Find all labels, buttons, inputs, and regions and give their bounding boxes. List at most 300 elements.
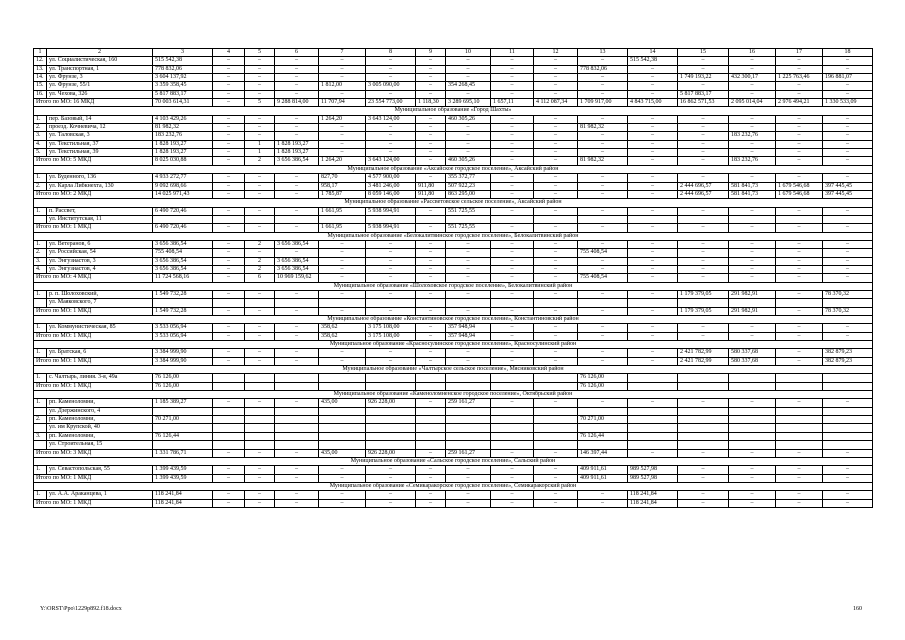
table-cell: 358,62 [319,324,366,332]
table-cell: – [275,74,319,82]
table-cell: – [416,491,446,499]
table-cell: – [416,124,446,132]
table-cell: 1 828 193,27 [275,149,319,157]
total-cell: – [213,157,245,165]
table-cell: – [823,324,873,332]
table-cell: – [416,399,446,407]
table-cell: 1 828 193,27 [153,140,213,148]
total-cell: – [275,332,319,340]
table-cell: – [366,349,416,357]
table-cell: – [628,399,678,407]
total-cell: 76 126,00 [578,382,628,390]
table-cell: 926 228,00 [366,399,416,407]
table-cell: – [534,115,578,123]
section-row [34,482,873,490]
table-cell: – [416,290,446,298]
total-cell: – [534,224,578,232]
total-cell: – [578,190,628,198]
table-cell [319,215,366,223]
table-cell: 9 092 698,66 [153,182,213,190]
table-row-continuation [34,424,873,432]
table-cell: – [534,265,578,273]
total-cell [319,382,366,390]
section-title: Муниципальное образование «Каменоломненское городское поселение», Октябрьский район [34,391,873,399]
table-cell [213,407,245,415]
table-row [34,74,873,82]
table-row [34,432,873,440]
address-cell: ул. Чехова, 326 [47,90,153,98]
table-cell: 551 725,55 [446,207,491,215]
total-cell: 1 118,30 [416,99,446,107]
table-cell: – [275,132,319,140]
table-cell: – [823,124,873,132]
table-cell: – [319,240,366,248]
table-cell: – [275,466,319,474]
table-cell: 1 679 546,68 [776,182,823,190]
column-number: 9 [416,49,446,57]
address-cell: ул. Российская, 54 [47,249,153,257]
table-cell [776,299,823,307]
table-cell: – [213,140,245,148]
section-row [34,232,873,240]
table-cell [366,407,416,415]
address-cell: п. Рассвет, [47,207,153,215]
table-cell: – [491,74,534,82]
total-cell: – [275,224,319,232]
table-cell: 5 817 883,17 [153,90,213,98]
total-cell [729,382,776,390]
table-cell: – [319,74,366,82]
table-cell: – [823,399,873,407]
table-row [34,57,873,65]
total-cell: 3 533 056,94 [153,332,213,340]
total-row [34,382,873,390]
table-cell: – [245,115,275,123]
table-cell: – [628,265,678,273]
total-cell: – [319,307,366,315]
total-cell: – [491,449,534,457]
repair-table [33,48,873,508]
column-number: 11 [491,49,534,57]
table-cell: – [578,290,628,298]
total-cell: – [366,357,416,365]
table-cell: – [446,149,491,157]
table-cell: – [319,57,366,65]
table-cell: – [534,257,578,265]
table-cell [534,215,578,223]
table-cell: – [628,207,678,215]
table-cell: – [491,149,534,157]
table-cell: – [491,324,534,332]
total-cell: – [628,274,678,282]
table-body [34,49,873,508]
table-cell: – [678,399,729,407]
table-cell: – [776,57,823,65]
total-cell: 5 938 994,91 [366,224,416,232]
table-cell: – [275,207,319,215]
table-cell [491,441,534,449]
table-cell: 1 179 379,05 [678,290,729,298]
table-cell: – [628,115,678,123]
table-cell [776,407,823,415]
total-cell: – [628,157,678,165]
table-cell: – [213,174,245,182]
total-cell: 358,62 [319,332,366,340]
table-cell [491,299,534,307]
table-cell: – [534,140,578,148]
table-cell: 70 271,00 [578,416,628,424]
table-cell: – [678,174,729,182]
table-cell: 3 656 386,54 [153,240,213,248]
table-cell: – [534,491,578,499]
table-cell: – [275,115,319,123]
table-cell: – [776,240,823,248]
table-cell: – [491,491,534,499]
total-cell: 9 288 814,00 [275,99,319,107]
total-cell: 4 843 715,00 [628,99,678,107]
table-cell: – [776,257,823,265]
table-cell: – [245,324,275,332]
address-cell: ул. Социалистическая, 160 [47,57,153,65]
table-cell: – [446,90,491,98]
table-cell [678,441,729,449]
table-cell: – [446,74,491,82]
table-cell [729,432,776,440]
total-cell: 2 095 014,04 [729,99,776,107]
table-cell: – [245,182,275,190]
total-cell [446,382,491,390]
total-cell: 460 305,26 [446,157,491,165]
total-cell: – [416,274,446,282]
total-cell: – [678,157,729,165]
table-cell: – [578,74,628,82]
table-cell: 755 408,54 [153,249,213,257]
table-cell [153,407,213,415]
row-number: 1. [34,115,47,123]
column-number: 17 [776,49,823,57]
row-number: 3. [34,132,47,140]
table-cell: – [416,149,446,157]
table-cell: 291 982,91 [729,290,776,298]
table-row [34,249,873,257]
table-cell: – [245,249,275,257]
section-row [34,282,873,290]
table-cell: 580 337,68 [729,349,776,357]
total-cell: 435,00 [319,449,366,457]
table-cell: – [776,174,823,182]
total-row [34,99,873,107]
table-cell: – [534,207,578,215]
table-cell: – [776,249,823,257]
total-cell: 357 948,94 [446,332,491,340]
table-row [34,265,873,273]
total-cell [213,382,245,390]
table-cell: – [823,132,873,140]
table-cell [729,407,776,415]
table-cell: – [628,124,678,132]
table-cell: – [578,399,628,407]
table-cell [34,215,47,223]
table-cell [366,441,416,449]
total-label: Итого по МО: 5 МКД [34,157,153,165]
row-number: 4. [34,265,47,273]
table-cell: – [416,74,446,82]
total-cell: – [776,332,823,340]
table-cell: – [213,265,245,273]
total-cell: 16 862 571,53 [678,99,729,107]
section-row [34,391,873,399]
table-cell [823,299,873,307]
table-cell: – [319,132,366,140]
table-cell: – [416,132,446,140]
address-cell: ул. Карла Либкнехта, 130 [47,182,153,190]
total-cell: – [213,274,245,282]
total-cell: – [213,332,245,340]
table-cell: – [366,265,416,273]
table-cell: – [245,132,275,140]
total-cell: – [776,499,823,507]
total-cell: – [678,449,729,457]
column-number: 18 [823,49,873,57]
total-cell: – [213,449,245,457]
total-cell: 382 879,23 [823,357,873,365]
table-cell [578,424,628,432]
table-cell: – [245,207,275,215]
table-cell: – [491,182,534,190]
table-cell: – [534,149,578,157]
table-cell: – [823,491,873,499]
table-cell: – [534,90,578,98]
table-cell: – [319,140,366,148]
table-cell: – [776,149,823,157]
table-cell [578,441,628,449]
total-cell: – [245,332,275,340]
address-cell: ул. Буденного, 136 [47,174,153,182]
table-cell [366,215,416,223]
table-cell: – [776,124,823,132]
total-cell: 581 841,73 [729,190,776,198]
table-cell: – [823,65,873,73]
table-cell: – [213,57,245,65]
table-cell: – [628,140,678,148]
table-cell: – [729,324,776,332]
total-cell: – [534,449,578,457]
table-cell: 755 408,54 [578,249,628,257]
table-cell: 6 490 720,46 [153,207,213,215]
table-cell: – [416,82,446,90]
row-number: 1. [34,174,47,182]
table-cell: – [678,265,729,273]
total-cell: – [491,499,534,507]
total-cell: 551 725,55 [446,224,491,232]
table-cell [678,432,729,440]
table-cell: – [491,115,534,123]
total-label: Итого по МО: 1 МКД [34,474,153,482]
table-cell [491,215,534,223]
row-number: 1. [34,374,47,382]
row-number: 1. [34,207,47,215]
table-cell [628,416,678,424]
table-cell: – [366,249,416,257]
table-cell: – [534,399,578,407]
table-cell: – [729,115,776,123]
table-cell: – [366,124,416,132]
table-cell: – [213,349,245,357]
table-cell: – [319,65,366,73]
table-cell [366,432,416,440]
total-cell: 146 397,44 [578,449,628,457]
row-number: 4. [34,140,47,148]
table-cell: – [446,65,491,73]
total-cell [275,382,319,390]
table-cell: – [446,249,491,257]
table-cell [491,374,534,382]
table-cell: – [534,466,578,474]
table-cell [534,299,578,307]
table-cell: – [776,65,823,73]
total-cell: – [491,332,534,340]
total-cell: – [776,157,823,165]
table-cell [729,374,776,382]
address-cell: ул. Братская, 6 [47,349,153,357]
total-cell: 1 657,11 [491,99,534,107]
table-row [34,124,873,132]
address-cell: ул. Коммунистическая, 85 [47,324,153,332]
table-cell [319,299,366,307]
table-cell: – [823,140,873,148]
table-cell: – [776,82,823,90]
table-cell [245,424,275,432]
row-number: 5. [34,149,47,157]
table-cell [153,441,213,449]
column-number: 15 [678,49,729,57]
total-cell: – [275,449,319,457]
table-cell: – [245,290,275,298]
total-cell: 6 490 720,46 [153,224,213,232]
table-cell [275,441,319,449]
table-cell [628,441,678,449]
total-label: Итого по МО: 3 МКД [34,449,153,457]
table-cell: – [678,57,729,65]
total-cell: 580 337,68 [729,357,776,365]
table-cell: – [534,74,578,82]
section-row [34,165,873,173]
section-title: Муниципальное образование «Аксайское городское поселение», Аксайский район [34,165,873,173]
row-number: 2. [34,124,47,132]
table-cell: – [245,65,275,73]
table-cell: – [491,65,534,73]
table-cell [245,374,275,382]
table-cell: – [319,265,366,273]
total-cell: – [366,274,416,282]
table-cell [416,299,446,307]
table-cell [153,299,213,307]
table-cell: – [578,207,628,215]
address-continuation: ул. Институтская, 11 [47,215,153,223]
row-number: 12. [34,57,47,65]
table-cell: 3 175 108,00 [366,324,416,332]
table-cell [776,432,823,440]
table-cell: – [628,174,678,182]
table-cell [729,299,776,307]
column-number: 7 [319,49,366,57]
table-cell [34,424,47,432]
table-cell: – [245,90,275,98]
table-cell: – [245,466,275,474]
table-row-continuation [34,299,873,307]
table-cell: 382 879,23 [823,349,873,357]
column-number: 3 [153,49,213,57]
table-cell: – [729,65,776,73]
table-cell: – [213,240,245,248]
table-cell: 3 656 386,54 [275,265,319,273]
total-cell: – [491,224,534,232]
total-cell: – [491,307,534,315]
table-cell: – [628,240,678,248]
table-cell: 1 225 763,46 [776,74,823,82]
table-cell: – [491,140,534,148]
section-row [34,341,873,349]
table-cell: – [534,249,578,257]
table-cell: – [319,491,366,499]
table-cell [153,215,213,223]
table-cell: – [776,115,823,123]
table-cell: – [275,90,319,98]
total-cell: – [366,474,416,482]
table-cell: – [319,249,366,257]
table-row [34,82,873,90]
table-cell [823,215,873,223]
table-cell: 357 948,94 [446,324,491,332]
table-cell: 196 881,07 [823,74,873,82]
table-cell: 4 577 900,00 [366,174,416,182]
total-cell: – [678,332,729,340]
table-cell: – [416,65,446,73]
table-cell: – [678,149,729,157]
table-cell [245,432,275,440]
total-cell: 8 025 030,88 [153,157,213,165]
table-cell: 827,70 [319,174,366,182]
total-cell: – [823,157,873,165]
table-cell: – [729,207,776,215]
address-cell: р. п. Шолоховский, [47,290,153,298]
total-cell: – [366,307,416,315]
total-cell: 8 059 146,00 [366,190,416,198]
table-cell [213,374,245,382]
total-cell: 5 [245,99,275,107]
total-cell: – [446,307,491,315]
table-cell: 81 982,32 [153,124,213,132]
table-cell: – [678,257,729,265]
table-cell [319,432,366,440]
total-cell: – [416,449,446,457]
table-cell: – [213,124,245,132]
total-cell: – [213,357,245,365]
address-cell: рп. Каменоломни, [47,416,153,424]
row-number: 16. [34,90,47,98]
table-cell [534,407,578,415]
table-cell [319,407,366,415]
total-cell: 1 679 546,68 [776,190,823,198]
table-cell: – [776,140,823,148]
table-cell [534,432,578,440]
table-cell: – [245,124,275,132]
total-cell: – [416,499,446,507]
total-cell: – [416,474,446,482]
table-cell: 3 359 358,45 [153,82,213,90]
table-cell: 1 399 439,59 [153,466,213,474]
address-cell: ул. Ветеранов, 6 [47,240,153,248]
